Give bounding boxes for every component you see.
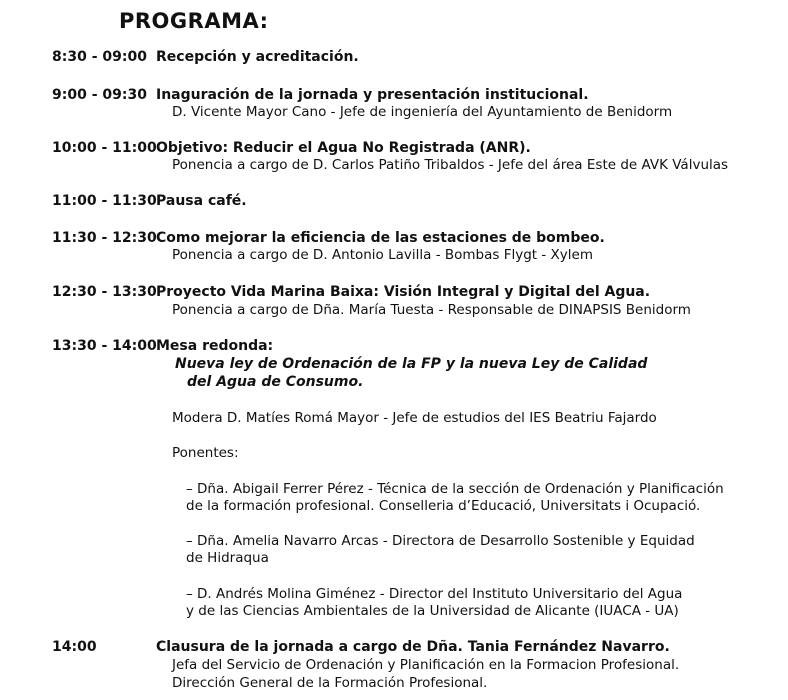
closing-detail: Dirección General de la Formación Profesional. [172, 675, 488, 691]
round-table-topic: del Agua de Consumo. [187, 374, 364, 390]
schedule-detail: Ponencia a cargo de D. Antonio Lavilla - Bombas Flygt - Xylem [172, 247, 593, 263]
schedule-title: Mesa redonda: [156, 338, 274, 354]
closing-detail: Jefa del Servicio de Ordenación y Planificación en la Formacion Profesional. [172, 657, 680, 673]
schedule-title: Objetivo: Reducir el Agua No Registrada (ANR). [156, 140, 531, 156]
speakers-label: Ponentes: [172, 445, 239, 461]
schedule-detail: Ponencia a cargo de D. Carlos Patiño Tribaldos - Jefe del área Este de AVK Válvulas [172, 157, 729, 173]
page-heading: PROGRAMA: [119, 9, 269, 33]
speaker-entry: de Hidraqua [186, 550, 269, 566]
schedule-title: Inaguración de la jornada y presentación institucional. [156, 87, 589, 103]
schedule-time: 13:30 - 14:00 [52, 338, 157, 354]
schedule-time: 14:00 [52, 639, 97, 655]
speaker-entry: – Dña. Amelia Navarro Arcas - Directora de Desarrollo Sostenible y Equidad [186, 533, 695, 549]
speaker-entry: – Dña. Abigail Ferrer Pérez - Técnica de la sección de Ordenación y Planificación [186, 481, 724, 497]
schedule-time: 11:30 - 12:30 [52, 230, 157, 246]
schedule-time: 11:00 - 11:30 [52, 193, 157, 209]
schedule-time: 12:30 - 13:30 [52, 284, 157, 300]
schedule-title: Proyecto Vida Marina Baixa: Visión Integral y Digital del Agua. [156, 284, 651, 300]
speaker-entry: – D. Andrés Molina Giménez - Director del Instituto Universitario del Agua [186, 586, 683, 602]
schedule-title: Recepción y acreditación. [156, 49, 359, 65]
schedule-time: 10:00 - 11:00 [52, 140, 157, 156]
schedule-time: 8:30 - 09:00 [52, 49, 147, 65]
round-table-topic: Nueva ley de Ordenación de la FP y la nueva Ley de Calidad [175, 356, 648, 372]
speaker-entry: de la formación profesional. Conselleria d’Educació, Universitats i Ocupació. [186, 498, 701, 514]
schedule-time: 9:00 - 09:30 [52, 87, 147, 103]
schedule-title: Clausura de la jornada a cargo de Dña. Tania Fernández Navarro. [156, 639, 670, 655]
schedule-detail: D. Vicente Mayor Cano - Jefe de ingeniería del Ayuntamiento de Benidorm [172, 104, 673, 120]
schedule-title: Como mejorar la eficiencia de las estaciones de bombeo. [156, 230, 605, 246]
schedule-detail: Ponencia a cargo de Dña. María Tuesta - Responsable de DINAPSIS Benidorm [172, 302, 691, 318]
round-table-moderator: Modera D. Matíes Romá Mayor - Jefe de estudios del IES Beatriu Fajardo [172, 410, 657, 426]
speaker-entry: y de las Ciencias Ambientales de la Universidad de Alicante (IUACA - UA) [186, 603, 679, 619]
schedule-title: Pausa café. [156, 193, 247, 209]
